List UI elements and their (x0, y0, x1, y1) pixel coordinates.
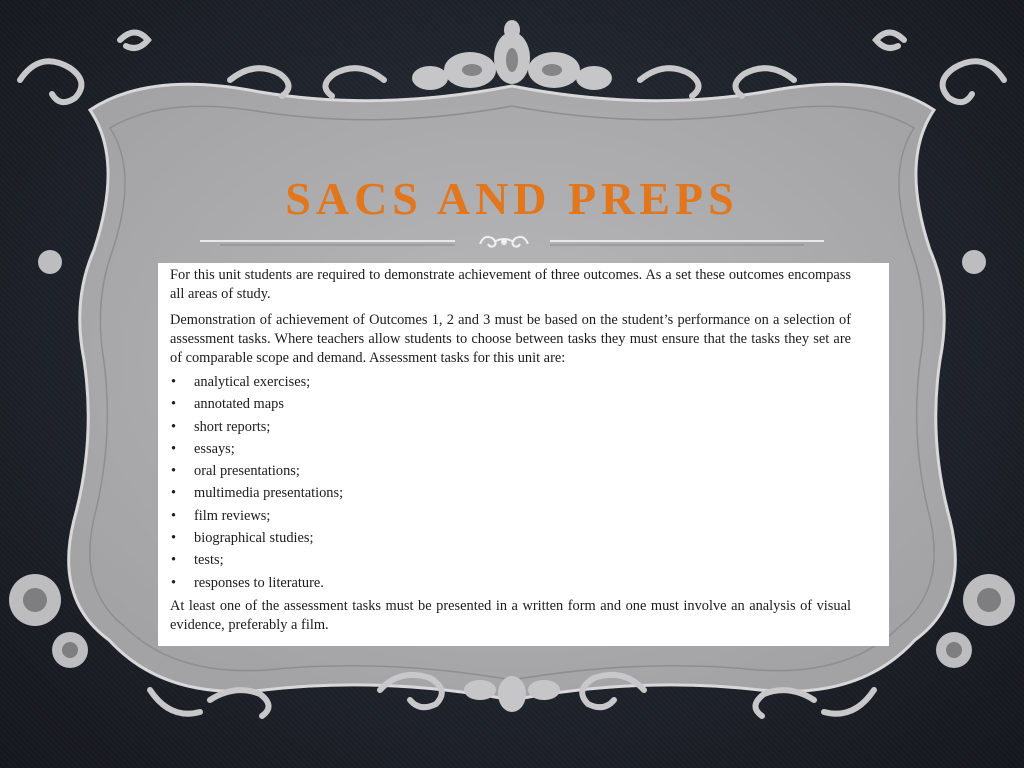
list-item: • tests; (170, 549, 851, 571)
title-divider (200, 228, 824, 256)
bullet-icon: • (171, 530, 177, 547)
list-item: • film reviews; (170, 505, 851, 527)
list-item: • annotated maps (170, 393, 851, 415)
list-item: • analytical exercises; (170, 371, 851, 393)
assessment-task-list (170, 371, 851, 594)
bullet-icon: • (171, 485, 177, 502)
bullet-icon: • (171, 374, 177, 390)
list-item: • essays; (170, 438, 851, 460)
bullet-icon: • (171, 574, 177, 591)
bullet-icon: • (171, 440, 177, 457)
bullet-icon: • (171, 507, 177, 524)
paragraph-intro: For this unit students are required to demonstrate achievement of three outcomes. As a set these outcomes encompass all areas of study. (170, 267, 851, 302)
bottom-crest (464, 676, 560, 712)
bullet-icon: • (171, 463, 177, 480)
list-item: • short reports; (170, 416, 851, 438)
paragraph-conclusion: At least one of the assessment tasks must be presented in a written form and one must involve an analysis of visual evidence, preferably a film. (170, 597, 851, 633)
list-item: • responses to literature. (170, 572, 851, 594)
bullet-icon: • (171, 396, 177, 413)
list-item: • multimedia presentations; (170, 482, 851, 504)
list-item: • biographical studies; (170, 527, 851, 549)
bullet-icon: • (171, 552, 177, 569)
bullet-icon: • (171, 418, 177, 435)
slide-title: SACS AND PREPS (285, 173, 739, 224)
list-item: • oral presentations; (170, 460, 851, 482)
paragraph-assessment: Demonstration of achievement of Outcomes 1, 2 and 3 must be based on the student’s performance on a selection of assessment tasks. Where teachers allow students to choose between tasks they must ensure that the tasks they set are of comparable scope and demand. Assessment tasks for this unit are: (170, 312, 851, 366)
content-box (158, 263, 889, 646)
